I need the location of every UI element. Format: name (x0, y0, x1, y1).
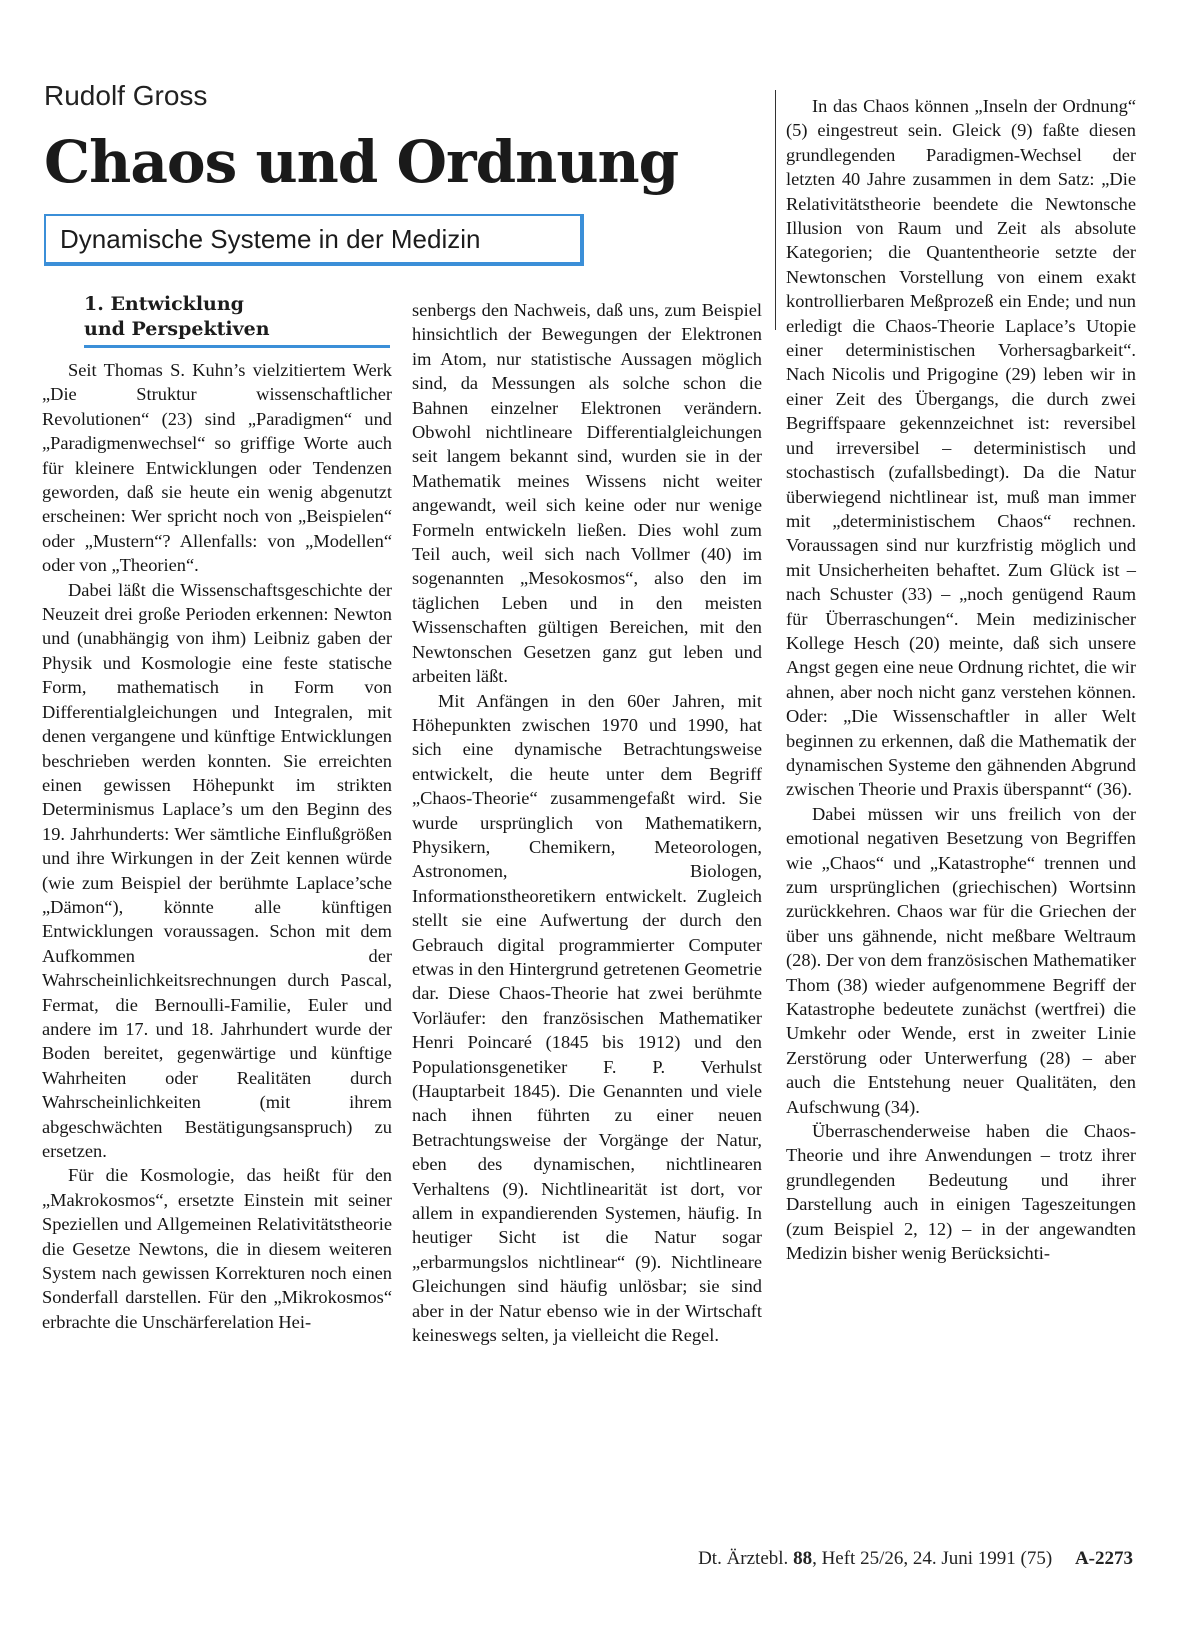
paragraph: Mit Anfängen in den 60er Jahren, mit Höhepunkten zwischen 1970 und 1990, hat sich eine dynamische Betrachtungsweise entwickelt, die heute unter dem Begriff „Chaos-Theorie“ zusammengefaßt wird. Sie wurde ursprünglich von Mathematikern, Physikern, Chemikern, Meteorologen, Astronomen, Biologen, Informationstheoretikern entwickelt. Zugleich stellt sie eine Aufwertung der durch den Gebrauch digital programmierter Computer etwas in den Hintergrund getretenen Geometrie dar. Diese Chaos-Theorie hat zwei berühmte Vorläufer: den französischen Mathematiker Henri Poincaré (1845 bis 1912) und den Populationsgenetiker F. P. Verhulst (Hauptarbeit 1845). Die Genannten und viele nach ihnen führten zu einer neuen Betrachtungsweise der Vorgänge der Natur, eben des dynamischen, nichtlinearen Verhaltens (9). Nichtlinearität ist dort, vor allem in expandierenden Systemen, häufig. In heutiger Sicht ist die Natur sogar „erbarmungslos nichtlinear“ (9). Nichtlineare Gleichungen sind häufig unlösbar; sie sind aber in der Natur ebenso wie in der Wirtschaft keineswegs selten, ja vielleicht die Regel. (412, 690, 762, 1346)
page-number: A-2273 (1074, 1548, 1133, 1569)
paragraph: Dabei müssen wir uns freilich von der emotional negativen Besetzung von Begriffen wie „Chaos“ und „Katastrophe“ trennen und zum ursprünglichen (griechischen) Wortsinn zurückkehren. Chaos war für die Griechen der über uns gähnende, nicht meßbare Weltraum (28). Der von dem französischen Mathematiker Thom (38) wieder aufgenommene Begriff der Katastrophe bedeutete zunächst (wertfrei) die Umkehr oder Wende, erst in zweiter Linie Zerstörung oder Unterwerfung (28) – aber auch die Entstehung neuer Qualitäten, den Aufschwung (34). (786, 803, 1136, 1117)
article-title: Chaos und Ordnung (44, 128, 679, 196)
paragraph: Seit Thomas S. Kuhn’s vielzitiertem Werk „Die Struktur wissenschaftlicher Revolutionen“ (23) sind „Paradigmen“ und „Paradigmenwechsel“ so griffige Worte auch für kleinere Entwicklungen oder Tendenzen geworden, daß sie heute ein wenig abgenutzt erscheinen: Wer spricht noch von „Beispielen“ oder „Mustern“? Allenfalls: von „Modellen“ oder von „Theorien“. (42, 360, 392, 576)
paragraph: senbergs den Nachweis, daß uns, zum Beispiel hinsichtlich der Bewegungen der Elektronen im Atom, nur statistische Aussagen möglich sind, da Messungen als solche schon die Bahnen einzelner Elektronen verändern. Obwohl nichtlineare Differentialgleichungen seit langem bekannt sind, wurden sie in der Mathematik meines Wissens nicht weiter angewandt, weil sich keine oder nur wenige Formeln entwickeln ließen. Dies wohl zum Teil auch, weil sich nach Vollmer (40) im sogenannten „Mesokosmos“, also den im täglichen Leben und in den meisten Wissenschaften gültigen Bereichen, mit den Newtonschen Gesetzen ganz gut leben und arbeiten läßt. (412, 300, 762, 687)
journal-volume: 88 (793, 1548, 813, 1569)
paragraph: Überraschenderweise haben die Chaos-Theorie und ihre Anwendungen – trotz ihrer grundlegenden Bedeutung und ihrer Darstellung auch in einigen Tageszeitungen (zum Beispiel 2, 12) – in der angewandten Medizin bisher wenig Berücksichti- (786, 1121, 1136, 1264)
text-column-1 (42, 358, 392, 1334)
paragraph: Dabei läßt die Wissenschaftsgeschichte der Neuzeit drei große Perioden erkennen: Newton und (unabhängig von ihm) Leibniz gaben der Physik und Kosmologie eine feste statische Form, mathematisch in Form von Differentialgleichungen und Integralen, mit denen vergangene und künftige Entwicklungen beschrieben werden konnten. Sie erreichten einen gewissen Höhepunkt im strikten Determinismus Laplace’s um den Beginn des 19. Jahrhunderts: Wer sämtliche Einflußgrößen und ihre Wirkungen in der Zeit kennen würde (wie zum Beispiel der berühmte Laplace’sche „Dämon“), könnte alle künftigen Entwicklungen voraussagen. Schon mit dem Aufkommen der Wahrscheinlichkeitsrechnungen durch Pascal, Fermat, die Bernoulli-Familie, Euler und andere im 17. und 18. Jahrhundert wurde der Boden bereitet, gegenwärtige und künftige Wahrheiten oder Realitäten durch Wahrscheinlichkeiten (mit ihrem abgeschwächten Bestätigungsanspruch) zu ersetzen. (42, 579, 392, 1161)
paragraph: In das Chaos können „Inseln der Ordnung“ (5) eingestreut sein. Gleick (9) faßte diesen grundlegenden Paradigmen-Wechsel der letzten 40 Jahre zusammen in dem Satz: „Die Relativitätstheorie beendete die Newtonsche Illusion von Raum und Zeit als absolute Kategorien; die Quantentheorie setzte der Newtonschen Vorstellung von einem exakt kontrollierbaren Meßprozeß ein Ende; und nun erledigt die Chaos-Theorie Laplace’s Utopie einer deterministischen Vorhersagbarkeit“. Nach Nicolis und Prigogine (29) leben wir in einer Zeit des Übergangs, die durch zwei Begriffspaare gekennzeichnet ist: reversibel und irreversibel – deterministisch und stochastisch (zufallsbedingt). Da die Natur überwiegend nichtlinear ist, muß man immer mit „deterministischem Chaos“ rechnen. Voraussagen sind nur kurzfristig möglich und mit Unsicherheiten behaftet. Zum Glück ist – nach Schuster (33) – „noch genügend Raum für Überraschungen“. Mein medizinischer Kollege Hesch (20) meinte, daß sich unsere Angst gegen eine neue Ordnung richtet, die wir ahnen, aber noch nicht ganz verstehen können. Oder: „Die Wissenschaftler in aller Welt beginnen zu erkennen, daß die Mathematik der dynamischen Systeme den gähnenden Abgrund zwischen Theorie und Praxis überspannt“ (36). (786, 96, 1136, 800)
journal-issue: , Heft 25/26, 24. Juni 1991 (75) (812, 1548, 1053, 1569)
section-heading-rule (84, 345, 390, 348)
journal-name: Dt. Ärztebl. (698, 1548, 789, 1569)
page-footer (698, 1548, 1133, 1570)
section-heading-line2: und Perspektiven (84, 318, 270, 340)
paragraph: Für die Kosmologie, das heißt für den „Makrokosmos“, ersetzte Einstein mit seiner Speziellen und Allgemeinen Relativitätstheorie die Gesetze Newtons, die in diesem weiteren System nach gewissen Korrekturen noch einen Sonderfall darstellen. Für den „Mikrokosmos“ erbrachte die Unschärferelation Hei- (42, 1165, 392, 1332)
author-name: Rudolf Gross (44, 80, 208, 111)
subtitle-box (44, 214, 584, 266)
column-divider (775, 90, 776, 330)
section-heading (84, 292, 394, 342)
text-column-3 (786, 94, 1136, 1266)
section-heading-line1: 1. Entwicklung (84, 293, 244, 315)
article-subtitle: Dynamische Systeme in der Medizin (60, 224, 481, 254)
text-column-2 (412, 298, 762, 1347)
